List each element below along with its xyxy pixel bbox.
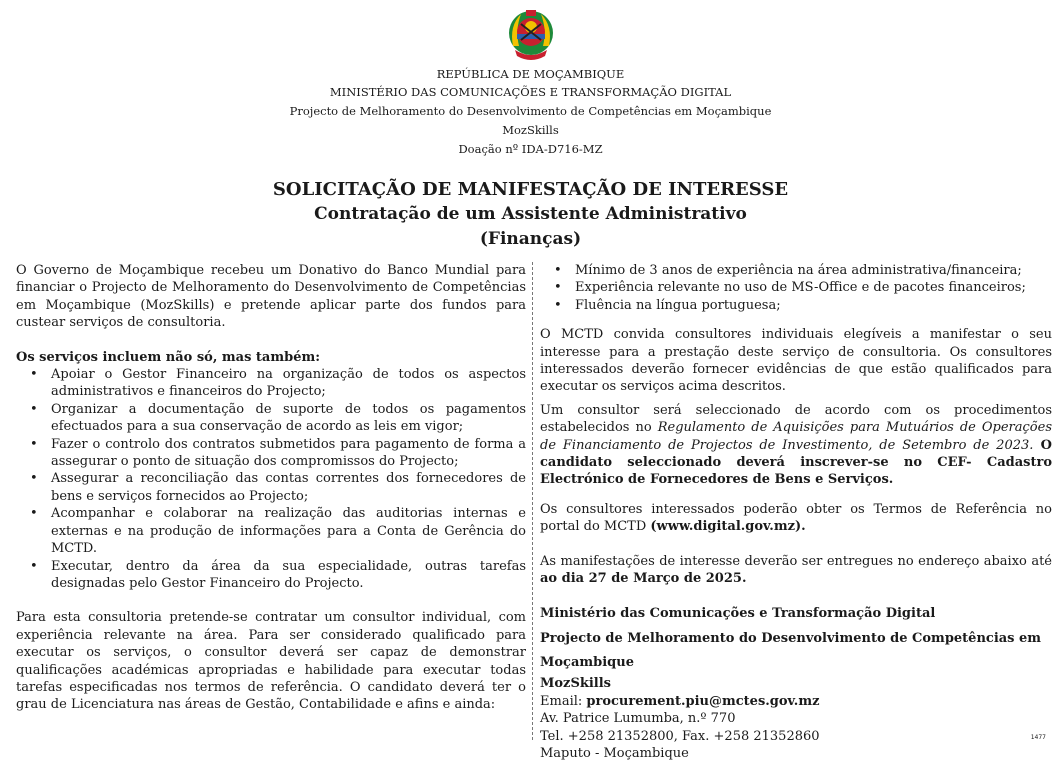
address-project: Projecto de Melhoramento do Desenvolvimento de Competências em Moçambique [540, 627, 1052, 675]
bullet-icon: • [554, 279, 562, 296]
services-list [16, 366, 526, 592]
footer-code: 1477 [1031, 734, 1046, 741]
bullet-icon: • [30, 436, 38, 453]
column-divider [532, 262, 533, 740]
list-item: • Acompanhar e colaborar na realização das auditorias internas e externas e na produção de informações para a Conta de Gerência do MCTD. [16, 505, 526, 557]
header-grant-number: Doação nº IDA-D716-MZ [0, 140, 1061, 158]
list-item: • Fluência na língua portuguesa; [540, 297, 1052, 314]
header-mozskills: MozSkills [0, 121, 1061, 139]
qualification-paragraph: Para esta consultoria pretende-se contratar um consultor individual, com experiência relevante na área. Para ser considerado qualificado para executar os serviços, o consultor deverá ser capaz de demonstrar qualificações académicas apropriadas e habilidade para executar todas tarefas especificadas nos termos de referência. O candidato deverá ter o grau de Licenciatura nas áreas de Gestão, Contabilidade e afins e ainda: [16, 609, 526, 713]
address-city: Maputo - Moçambique [540, 745, 1052, 763]
bullet-icon: • [30, 366, 38, 383]
terms-of-reference-paragraph: Os consultores interessados poderão obter os Termos de Referência no portal do MCTD (www.digital.gov.mz). [540, 501, 1052, 536]
invitation-paragraph: O MCTD convida consultores individuais elegíveis a manifestar o seu interesse para a prestação deste serviço de consultoria. Os consultores interessados deverão fornecer evidências de que estão qualificados para executar os serviços acima descritos. [540, 326, 1052, 396]
list-item: • Fazer o controlo dos contratos submetidos para pagamento de forma a assegurar o ponto de situação dos compromissos do Projecto; [16, 436, 526, 471]
header-project: Projecto de Melhoramento do Desenvolvimento de Competências em Moçambique [0, 102, 1061, 120]
deadline-paragraph: As manifestações de interesse deverão ser entregues no endereço abaixo até ao dia 27 de Março de 2025. [540, 553, 1052, 588]
bullet-icon: • [30, 505, 38, 522]
selection-paragraph: Um consultor será seleccionado de acordo com os procedimentos estabelecidos no Regulamento de Aquisições para Mutuários de Operações de Financiamento de Projectos de Investimento, de Setembro de 2023. O candidato seleccionado deverá inscrever-se no CEF- Cadastro Electrónico de Fornecedores de Bens e Serviços. [540, 402, 1052, 489]
address-organization: Ministério das Comunicações e Transformação Digital [540, 605, 1052, 623]
list-item: • Apoiar o Gestor Financeiro na organização de todos os aspectos administrativos e financeiros do Projecto; [16, 366, 526, 401]
email-link[interactable]: procurement.piu@mctes.gov.mz [586, 694, 819, 709]
bullet-icon: • [30, 558, 38, 575]
bullet-icon: • [30, 470, 38, 487]
contact-address [540, 605, 1052, 763]
bullet-icon: • [554, 262, 562, 279]
list-item: • Mínimo de 3 anos de experiência na área administrativa/financeira; [540, 262, 1052, 279]
address-phone: Tel. +258 21352800, Fax. +258 21352860 [540, 728, 1052, 746]
address-street: Av. Patrice Lumumba, n.º 770 [540, 710, 1052, 728]
page-subtitle-area: (Finanças) [0, 229, 1061, 250]
list-item: • Experiência relevante no uso de MS-Office e de pacotes financeiros; [540, 279, 1052, 296]
list-item: • Executar, dentro da área da sua especialidade, outras tarefas designadas pelo Gestor Financeiro do Projecto. [16, 558, 526, 593]
requirements-list [540, 262, 1052, 314]
header-republic: REPÚBLICA DE MOÇAMBIQUE [0, 65, 1061, 83]
bullet-icon: • [30, 401, 38, 418]
left-column [16, 262, 526, 714]
regulation-reference: Regulamento de Aquisições para Mutuários de Operações de Financiamento de Projectos de Investimento, de Setembro de 2023. [540, 420, 1052, 452]
portal-link[interactable]: (www.digital.gov.mz). [650, 519, 805, 534]
mozambique-coat-of-arms-icon [505, 6, 557, 62]
bullet-icon: • [554, 297, 562, 314]
services-heading: Os serviços incluem não só, mas também: [16, 349, 526, 366]
list-item: • Assegurar a reconciliação das contas correntes dos fornecedores de bens e serviços fornecidos ao Projecto; [16, 470, 526, 505]
address-mozskills: MozSkills [540, 675, 1052, 693]
page-subtitle: Contratação de um Assistente Administrativo [0, 204, 1061, 225]
page-title: SOLICITAÇÃO DE MANIFESTAÇÃO DE INTERESSE [0, 179, 1061, 201]
deadline-date: ao dia 27 de Março de 2025. [540, 571, 746, 586]
header-ministry: MINISTÉRIO DAS COMUNICAÇÕES E TRANSFORMAÇÃO DIGITAL [0, 83, 1061, 101]
right-column [540, 262, 1052, 763]
address-email: Email: procurement.piu@mctes.gov.mz [540, 693, 1052, 711]
intro-paragraph: O Governo de Moçambique recebeu um Donativo do Banco Mundial para financiar o Projecto de Melhoramento do Desenvolvimento de Competências em Moçambique (MozSkills) e pretende aplicar parte dos fundos para custear serviços de consultoria. [16, 262, 526, 332]
list-item: • Organizar a documentação de suporte de todos os pagamentos efectuados para a sua conservação de acordo as leis em vigor; [16, 401, 526, 436]
